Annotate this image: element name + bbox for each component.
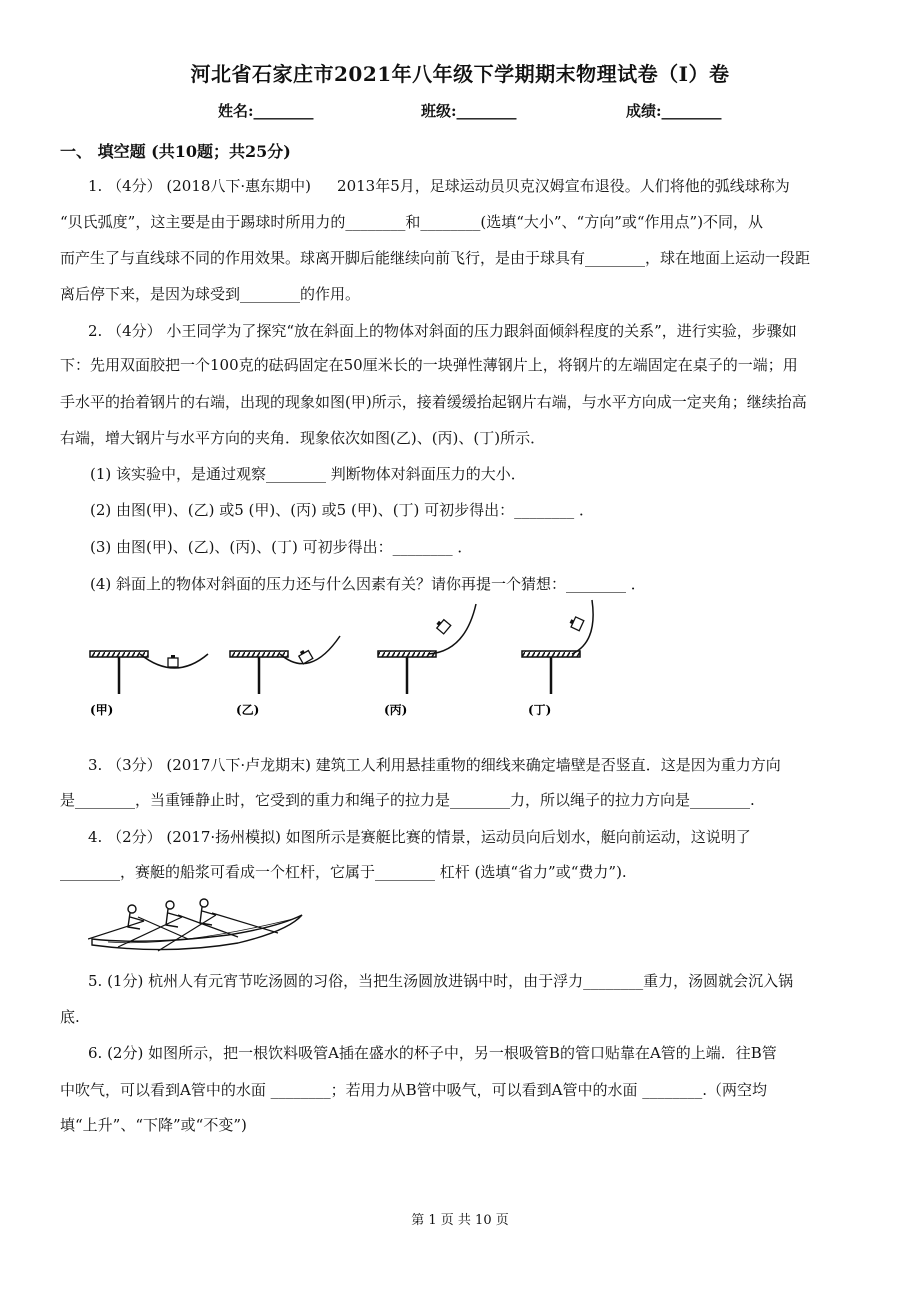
q4-line-1: 4. （2分） (2017·扬州模拟) 如图所示是赛艇比赛的情景，运动员向后划水，艇向前运动，这说明了 [88, 828, 751, 846]
q2-line-3: 手水平的抬着钢片的右端，出现的现象如图(甲)所示，接着缓缓抬起钢片右端，与水平方向成一定夹角；继续抬高 [60, 393, 807, 411]
q2-sub-2: (2) 由图(甲)、(乙) 或5 (甲)、(丙) 或5 (甲)、(丁) 可初步得出：________ ． [90, 501, 594, 519]
q2-line-1: 2. （4分） 小王同学为了探究“放在斜面上的物体对斜面的压力跟斜面倾斜程度的关系”，进行实验，步骤如 [88, 322, 797, 340]
section-heading: 一、 填空题 (共10题；共25分) [60, 142, 291, 161]
figure-label-ding: (丁) [528, 703, 552, 717]
q2-sub-1: (1) 该实验中，是通过观察________ 判断物体对斜面压力的大小． [90, 465, 526, 483]
q1-line-2: “贝氏弧度”，这主要是由于踢球时所用力的________和________(选填“大小”、“方向”或“作用点”)不同，从 [60, 213, 764, 231]
figure-jia [90, 651, 208, 694]
figure-bing [378, 604, 476, 694]
q6-line-2: 中吹气，可以看到A管中的水面 ________；若用力从B管中吸气，可以看到A管中的水面 ________.（两空均 [60, 1081, 767, 1099]
figure-yi [230, 636, 340, 694]
exam-title: 河北省石家庄市2021年八年级下学期期末物理试卷（I）卷 [190, 62, 730, 86]
q1-line-1 [88, 176, 894, 196]
q5-line-2: 底. [60, 1008, 80, 1026]
q2-line-2: 下：先用双面胶把一个100克的砝码固定在50厘米长的一块弹性薄钢片上，将钢片的左端固定在桌子的一端；用 [60, 356, 798, 374]
figure-label-bing: (丙) [384, 703, 408, 717]
figure-ding [522, 600, 593, 694]
q4-line-2: ________，赛艇的船浆可看成一个杠杆，它属于________ 杠杆 (选填“省力”或“费力”). [60, 863, 627, 881]
page-footer: 第 1 页 共 10 页 [411, 1213, 509, 1228]
figure-label-jia: (甲) [90, 703, 114, 717]
q2-line-4: 右端，增大钢片与水平方向的夹角．现象依次如图(乙)、(丙)、(丁)所示． [60, 429, 546, 447]
q2-sub-4: (4) 斜面上的物体对斜面的压力还与什么因素有关？请你再提一个猜想：________ ． [90, 575, 646, 593]
q3-line-2: 是________，当重锤静止时，它受到的重力和绳子的拉力是________力，所以绳子的拉力方向是________. [60, 791, 755, 809]
name-field[interactable]: 姓名:________ [218, 102, 314, 120]
q1-line-3: 而产生了与直线球不同的作用效果。球离开脚后能继续向前飞行，是由于球具有________，球在地面上运动一段距 [60, 249, 811, 267]
score-field[interactable]: 成绩:________ [626, 102, 722, 120]
q5-line-1: 5. (1分) 杭州人有元宵节吃汤圆的习俗，当把生汤圆放进锅中时，由于浮力________重力，汤圆就会沉入锅 [88, 972, 794, 990]
q6-line-3: 填“上升”、“下降”或“不变”) [60, 1116, 247, 1134]
q1-text-start: 2013年5月，足球运动员贝克汉姆宣布退役。人们将他的弧线球称为 [337, 177, 790, 195]
rowing-boat-figure [88, 895, 308, 955]
q1-number-source: 1. （4分） (2018八下·惠东期中) [88, 177, 312, 195]
class-field[interactable]: 班级:________ [421, 102, 517, 120]
q2-figure [80, 596, 620, 726]
q6-line-1: 6. (2分) 如图所示，把一根饮料吸管A插在盛水的杯子中，另一根吸管B的管口贴靠在A管的上端．往B管 [88, 1044, 777, 1062]
figure-label-yi: (乙) [236, 703, 260, 717]
q2-sub-3: (3) 由图(甲)、(乙)、(丙)、(丁) 可初步得出：________ ． [90, 538, 473, 556]
q3-line-1: 3. （3分） (2017八下·卢龙期末) 建筑工人利用悬挂重物的细线来确定墙壁是否竖直．这是因为重力方向 [88, 756, 781, 774]
q1-line-4: 离后停下来，是因为球受到________的作用。 [60, 285, 361, 303]
